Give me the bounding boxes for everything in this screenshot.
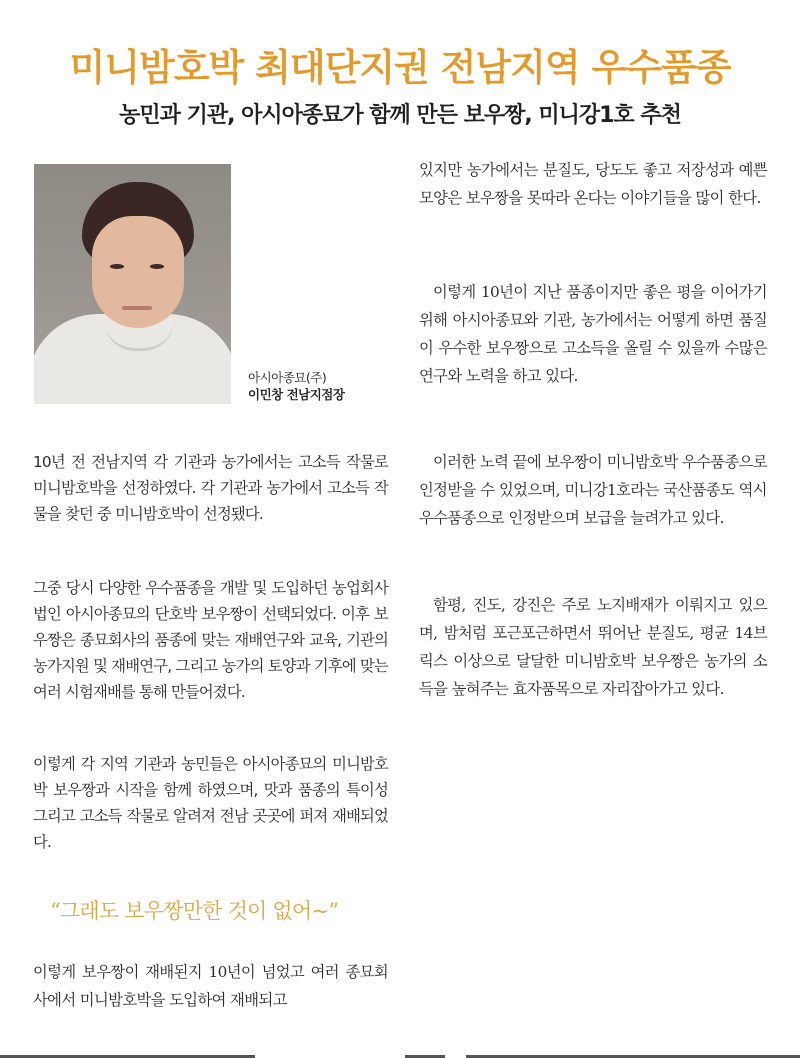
left-paragraph-2: 그중 당시 다양한 우수품종을 개발 및 도입하던 농업회사법인 아시아종묘의 단호박 보우짱이 선택되었다. 이후 보우짱은 종묘회사의 품종에 맞는 재배연구와 교육, 기관의 농가지원 및 재배연구, 그리고 농가의 토양과 기후에 맞는 여러 시험재배를 통해 만들어졌다. (33, 579, 388, 701)
article-title: 미니밤호박 최대단지권 전남지역 우수품종 (69, 45, 731, 89)
right-paragraph-2: 이렇게 10년이 지난 품종이지만 좋은 평을 이어가기 위해 아시아종묘와 기관, 농가에서는 어떻게 하면 품질이 우수한 보우짱으로 고소득을 올릴 수 있을까 수많은 연구와 노력을 하고 있다. (419, 283, 767, 385)
portrait-eye-right (150, 264, 164, 269)
right-paragraph-4: 함평, 진도, 강진은 주로 노지배재가 이뤄지고 있으며, 밤처럼 포근포근하면서 뛰어난 분질도, 평균 14브릭스 이상으로 달달한 미니밤호박 보우짱은 농가의 소득을 높혀주는 효자품목으로 자리잡아가고 있다. (419, 596, 767, 698)
photo-caption (248, 369, 344, 403)
left-paragraph-3: 이렇게 각 지역 기관과 농민들은 아시아종묘의 미니밤호박 보우짱과 시작을 함께 하였으며, 맛과 품종의 특이성 그리고 고소득 작물로 알려져 전남 곳곳에 퍼져 재배되었다. (33, 755, 388, 851)
article-subtitle: 농민과 기관, 아시아종묘가 함께 만든 보우짱, 미니강1호 추천 (119, 103, 681, 129)
portrait-face (92, 216, 184, 328)
pull-quote: “그래도 보우짱만한 것이 없어~” (50, 899, 339, 923)
portrait-photo (34, 164, 231, 404)
caption-name-title: 이민창 전남지점장 (248, 387, 345, 402)
caption-company: 아시아종묘(주) (248, 370, 327, 385)
portrait-eye-left (110, 264, 124, 269)
portrait-mouth (122, 306, 152, 310)
right-paragraph-1: 있지만 농가에서는 분질도, 당도도 좋고 저장성과 예쁜모양은 보우짱을 못따라 온다는 이야기들을 많이 한다. (419, 161, 767, 207)
left-paragraph-1: 10년 전 전남지역 각 기관과 농가에서는 고소득 작물로 미니밤호박을 선정하였다. 각 기관과 농가에서 고소득 작물을 찾던 중 미니밤호박이 선정됐다. (33, 453, 388, 523)
right-paragraph-3: 이러한 노력 끝에 보우짱이 미니밤호박 우수품종으로 인정받을 수 있었으며, 미니강1호라는 국산품종도 역시 우수품종으로 인정받으며 보급을 늘려가고 있다. (419, 453, 767, 527)
left-paragraph-4: 이렇게 보우짱이 재배된지 10년이 넘었고 여러 종묘회사에서 미니밤호박을 도입하여 재배되고 (33, 963, 388, 1009)
